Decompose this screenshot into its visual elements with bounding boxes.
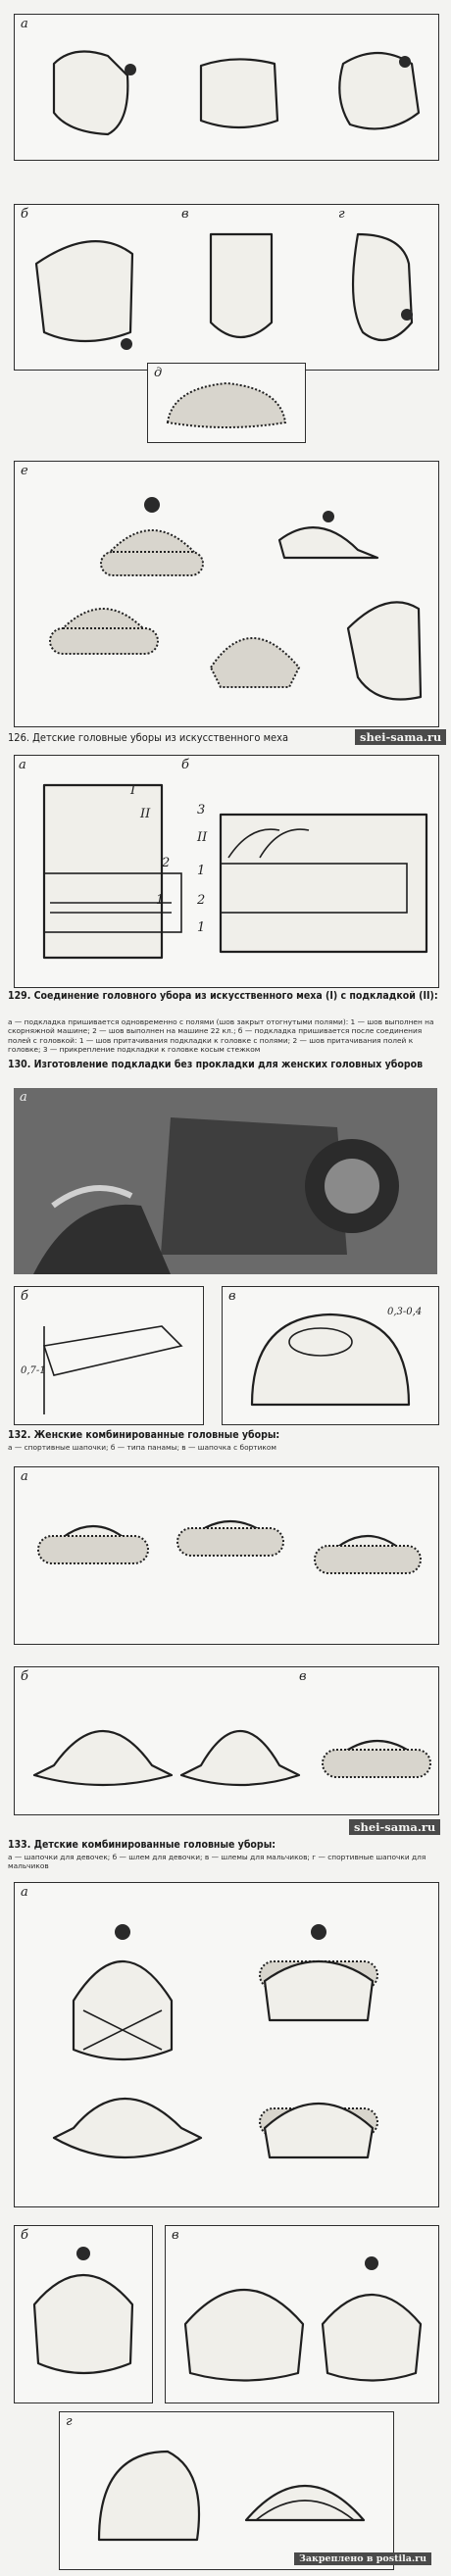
fig133-note: а — шапочки для девочек; б — шлем для девочки; в — шлемы для мальчиков; г — спортивные шапочки для мальчиков [8,1853,426,1871]
fig132-panel-b [14,1666,439,1815]
bonnets-illustration [15,205,438,370]
fig133-panel-d [59,2411,394,2570]
fig132-caption: 132. Женские комбинированные головные уборы: [8,1429,280,1441]
watermark: shei-sama.ru [355,729,446,745]
fig126-panel-e [14,461,439,727]
sewing-machine-photo [14,1088,437,1274]
fig133-panel-c [165,2225,439,2403]
fig130-panel-b [14,1286,204,1425]
callout: 1 [197,864,206,878]
panel-label: б [21,1669,28,1684]
fig129-caption: 129. Соединение головного убора из искусственного меха (I) с подкладкой (II): [8,990,438,1002]
fig132-note: а — спортивные шапочки; б — типа панамы; в — шапочка с бортиком [8,1443,276,1452]
callout: 1 [197,920,206,935]
dimension-label: 0,3-0,4 [387,1307,423,1317]
girl-helmet-illustration [15,2226,152,2403]
fig126-panel-a [14,14,439,161]
panama-hats-illustration [15,1667,438,1814]
sport-hats-illustration [15,1467,438,1644]
fig130-panel-c [222,1286,439,1425]
callout: 2 [197,893,206,908]
watermark-bottom: Закреплено в postila.ru [294,2552,431,2565]
seam-diagrams [15,756,438,987]
callout: 3 [197,803,206,817]
callout: II [197,830,208,845]
hoods-row-illustration [15,15,438,160]
panel-label: а [20,1090,27,1105]
panel-label: а [21,17,28,31]
panel-label: а [19,758,26,772]
fig126-panel-b [14,204,439,371]
panel-label: б [21,1289,28,1304]
fig126-panel-d [147,363,306,443]
panel-label: в [228,1289,236,1304]
panel-label: а [21,1469,28,1484]
fig133-panel-b [14,2225,153,2403]
fig133-panel-a [14,1882,439,2207]
fig130-caption: 130. Изготовление подкладки без прокладки для женских головных уборов [8,1059,424,1070]
panel-label: в [181,207,189,222]
panel-label: б [181,758,189,772]
fig126-caption: 126. Детские головные уборы из искусственного меха [8,731,289,744]
boy-helmets-illustration [166,2226,438,2403]
panel-label: е [21,464,28,478]
callout: 2 [162,856,171,870]
girls-hats-illustration [15,1883,438,2206]
callout: 1 [156,893,165,908]
panel-label: г [66,2414,73,2429]
fig133-caption: 133. Детские комбинированные головные уборы: [8,1839,276,1851]
stitch-diagram [15,1287,203,1424]
fig129-diagrams [14,755,439,988]
machine-silhouette [14,1088,437,1274]
boy-sport-hats-illustration [60,2412,393,2569]
fur-hats-illustration [15,462,438,726]
dimension-label: 0,7-1 [21,1365,46,1376]
panel-label: в [299,1669,307,1684]
panel-label: б [21,207,28,222]
panel-label: а [21,1885,28,1900]
panel-label: д [154,366,163,380]
watermark: shei-sama.ru [349,1819,440,1835]
fig129-note: а — подкладка пришивается одновременно с полями (шов закрыт отогнутыми полями): 1 — шов выполнен на скорняжной машине; 2 — шов выполнен на машине 22 кл.; б — подкладка пришивается после соединения полей с головкой: 1 — шов притачивания подкладки к головке с полями; 2 — шов притачивания полей к головке; 3 — прикрепление подкладки к головке косым стежком [8,1017,434,1055]
panel-label: б [21,2228,28,2243]
callout: I [130,783,136,798]
callout: II [140,807,151,821]
panel-label: в [172,2228,179,2243]
fig132-panel-a [14,1466,439,1645]
panel-label: г [338,207,345,222]
earflap-hat-illustration [148,364,305,442]
